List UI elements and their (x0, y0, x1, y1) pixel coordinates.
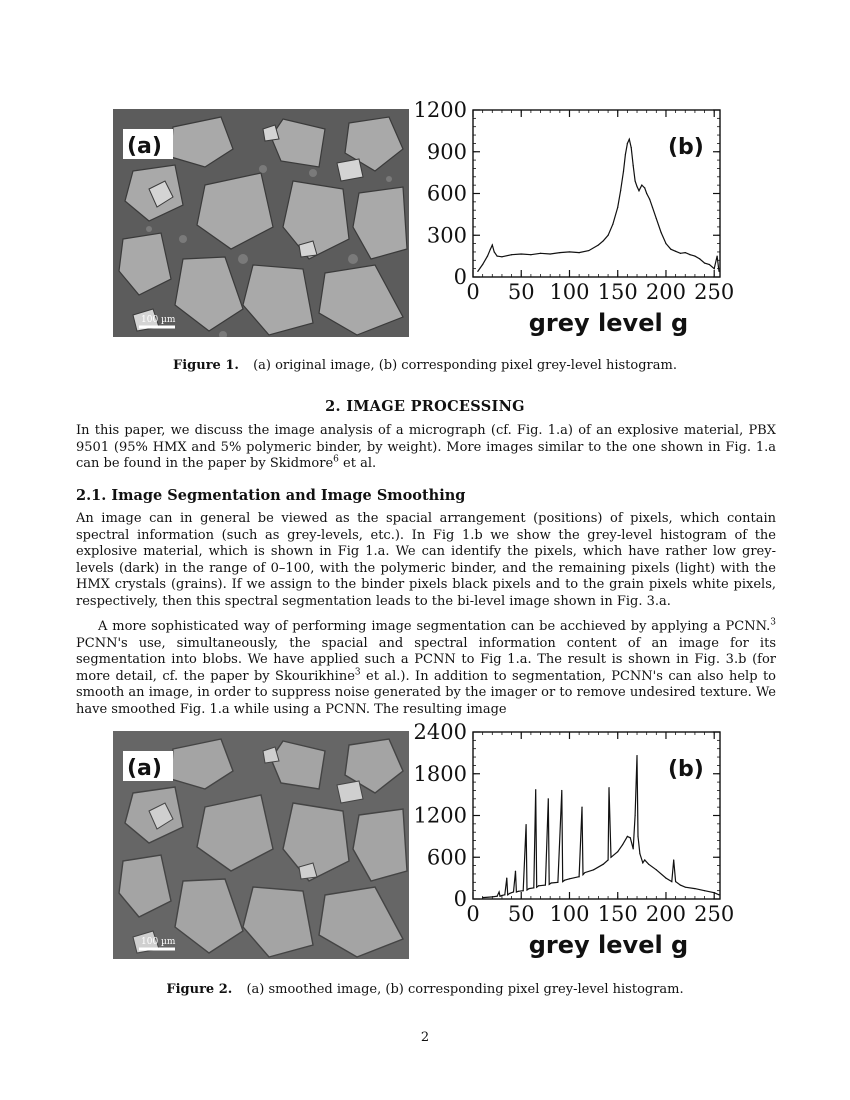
data-point (636, 755, 637, 756)
data-point (665, 878, 666, 879)
data-point (617, 207, 618, 208)
data-point (557, 882, 558, 883)
micrograph-smoothed-image (113, 731, 409, 959)
y-tick-label: 0 (453, 265, 467, 289)
data-point (593, 869, 594, 870)
data-point (536, 887, 537, 888)
data-point (607, 859, 608, 860)
scale-bar-label: 100 µm (141, 315, 176, 325)
y-tick-label: 600 (426, 181, 467, 206)
data-point (511, 254, 512, 255)
data-point (603, 240, 604, 241)
x-axis-label: grey level g (528, 931, 689, 959)
y-tick-label: 300 (426, 223, 467, 248)
scale-bar-label: 100 µm (141, 937, 176, 947)
panel-b-label: (b) (668, 135, 704, 160)
x-tick-label: 150 (597, 902, 638, 926)
data-point (685, 252, 686, 253)
y-tick-label: 900 (426, 139, 467, 164)
section-paragraph-1 (76, 423, 776, 473)
data-point (482, 264, 483, 265)
y-tick-label: 1200 (413, 100, 467, 122)
x-tick-label: 200 (645, 902, 687, 926)
data-point (492, 244, 493, 245)
x-tick-label: 250 (694, 280, 735, 304)
data-point (709, 264, 710, 265)
subsection-heading: 2.1. Image Segmentation and Image Smoothing (76, 487, 466, 504)
data-point (528, 888, 529, 889)
reference-6[interactable]: 6 (333, 454, 339, 465)
data-point (497, 896, 498, 897)
figure-2-caption-text: (a) smoothed image, (b) corresponding pixel grey-level histogram. (246, 982, 684, 997)
data-point (545, 884, 546, 885)
y-tick-label: 0 (453, 887, 467, 911)
page-number: 2 (420, 1030, 430, 1045)
data-point (629, 139, 630, 140)
data-point (670, 249, 671, 250)
data-point (675, 881, 676, 882)
panel-a-label: (a) (127, 134, 162, 159)
data-point (661, 232, 662, 233)
reference-3[interactable]: 3 (770, 617, 776, 628)
data-point (671, 881, 672, 882)
histogram-smoothed-chart (410, 722, 740, 977)
data-point (501, 895, 502, 896)
data-point (562, 881, 563, 882)
data-point (538, 885, 539, 886)
x-axis-label: grey level g (528, 309, 689, 337)
data-point (646, 193, 647, 194)
data-point (490, 249, 491, 250)
data-point (518, 891, 519, 892)
data-point (477, 271, 478, 272)
data-point (649, 198, 650, 199)
data-point (501, 256, 502, 257)
histogram-original-chart (410, 100, 740, 355)
data-point (718, 894, 719, 895)
data-point (506, 878, 507, 879)
data-point (523, 890, 524, 891)
data-point (689, 254, 690, 255)
data-point (564, 880, 565, 881)
data-point (704, 262, 705, 263)
data-point (603, 864, 604, 865)
micrograph-original (113, 109, 409, 337)
y-tick-label: 1200 (413, 803, 467, 828)
x-tick-label: 50 (507, 280, 535, 304)
y-tick-label: 1800 (413, 761, 467, 786)
data-point (714, 268, 715, 269)
data-point (494, 251, 495, 252)
data-point (509, 893, 510, 894)
subsection-paragraph-2-tail: et al.). In addition to segmentation, PCNN's can also help to smooth an image, in order to suppress noise generated by the imager or to remove undesired texture. We have smoothed Fig. 1.a while using a PCNN. The resulting image (76, 668, 777, 717)
data-point (499, 896, 500, 897)
data-point (569, 878, 570, 879)
data-point (639, 853, 640, 854)
micrograph-smoothed (113, 731, 409, 959)
section-paragraph-1-text: In this paper, we discuss the image analysis of a micrograph (cf. Fig. 1.a) of an explosive material, PBX 9501 (95% HMX and 5% polymeric binder, by weight). More images similar to the one shown in Fig. 1.a can be found in the paper by Skidmore (76, 423, 776, 472)
data-point (652, 207, 653, 208)
data-point (627, 143, 628, 144)
data-point (717, 256, 718, 257)
data-point (549, 884, 550, 885)
x-tick-label: 100 (549, 280, 590, 304)
data-point (633, 165, 634, 166)
data-point (694, 256, 695, 257)
data-point (513, 891, 514, 892)
data-point (694, 888, 695, 889)
data-point (636, 186, 637, 187)
panel-a-label: (a) (127, 756, 162, 781)
x-tick-label: 200 (645, 280, 687, 304)
data-point (637, 836, 638, 837)
data-point (656, 218, 657, 219)
figure-2-caption (0, 982, 850, 998)
data-point (498, 891, 499, 892)
x-tick-label: 50 (507, 902, 535, 926)
micrograph-original-image (113, 109, 409, 337)
data-point (521, 253, 522, 254)
data-point (507, 894, 508, 895)
data-point (704, 890, 705, 891)
figure-1-caption (0, 358, 850, 374)
subsection-paragraph-2-text: A more sophisticated way of performing image segmentation can be acchieved by applying a PCNN. (98, 619, 771, 634)
data-point (548, 798, 549, 799)
data-point (644, 187, 645, 188)
data-point (680, 884, 681, 885)
x-tick-label: 150 (597, 280, 638, 304)
data-point (656, 869, 657, 870)
data-point (617, 851, 618, 852)
data-point (718, 271, 719, 272)
data-point (559, 252, 560, 253)
data-point (638, 190, 639, 191)
data-point (482, 897, 483, 898)
data-point (492, 896, 493, 897)
data-point (581, 807, 582, 808)
data-point (551, 882, 552, 883)
figure-1-caption-label: Figure 1. (173, 358, 239, 373)
data-point (607, 235, 608, 236)
section-paragraph-1-tail: et al. (338, 456, 377, 472)
y-tick-label: 600 (426, 845, 467, 870)
data-point (633, 848, 634, 849)
data-point (598, 244, 599, 245)
data-point (561, 790, 562, 791)
figure-1-caption-text: (a) original image, (b) corresponding pixel grey-level histogram. (253, 358, 677, 373)
data-point (516, 891, 517, 892)
data-point (634, 180, 635, 181)
data-point (620, 190, 621, 191)
data-point (504, 894, 505, 895)
data-point (675, 251, 676, 252)
data-point (530, 254, 531, 255)
x-tick-label: 250 (694, 902, 735, 926)
data-point (588, 250, 589, 251)
data-point (608, 787, 609, 788)
data-point (612, 224, 613, 225)
data-point (699, 258, 700, 259)
data-point (648, 864, 649, 865)
data-point (533, 887, 534, 888)
data-point (685, 887, 686, 888)
data-point (610, 857, 611, 858)
data-point (525, 824, 526, 825)
x-tick-label: 0 (466, 902, 480, 926)
data-point (497, 256, 498, 257)
panel-b-label: (b) (668, 757, 704, 782)
data-point (582, 874, 583, 875)
subsection-paragraph-1: An image can in general be viewed as the spacial arrangement (positions) of pixels, which contain spectral information (such as grey-levels, etc.). In Fig 1.b we show the grey-level histogram of the explosive material, which is shown in Fig 1.a. We can identify the pixels, which have rather low grey-levels (dark) in the range of 0–100, with the polymeric binder, and the remaining pixels (light) with the HMX crystals (grains). If we assign to the binder pixels black pixels and to the grain pixels white pixels, respectively, then this spectral segmentation leads to the bi-level image shown in Fig. 3.a. (76, 511, 776, 609)
data-point (631, 147, 632, 148)
data-point (644, 859, 645, 860)
data-point (526, 889, 527, 890)
data-point (673, 859, 674, 860)
data-point (627, 836, 628, 837)
data-point (641, 185, 642, 186)
data-point (487, 256, 488, 257)
data-point (714, 892, 715, 893)
reference-3-second[interactable]: 3 (354, 667, 361, 678)
data-point (535, 789, 536, 790)
data-point (584, 872, 585, 873)
data-point (550, 253, 551, 254)
y-tick-label: 2400 (413, 722, 467, 744)
data-point (623, 171, 624, 172)
data-point (515, 871, 516, 872)
x-tick-label: 0 (466, 280, 480, 304)
section-heading: 2. IMAGE PROCESSING (325, 398, 525, 415)
data-point (642, 862, 643, 863)
data-point (665, 243, 666, 244)
subsection-paragraph-2-middle: PCNN's use, simultaneously, the spacial and spectral information content of an image for its segmentation into blobs. We have applied such a PCNN to Fig 1.a. The result is shown in Fig. 3.b (for more detail, cf. the paper by Skourikhine (76, 635, 776, 684)
data-point (625, 154, 626, 155)
data-point (579, 876, 580, 877)
data-point (622, 844, 623, 845)
data-point (540, 253, 541, 254)
x-tick-label: 100 (549, 902, 590, 926)
data-point (569, 251, 570, 252)
data-point (680, 253, 681, 254)
data-point (630, 837, 631, 838)
data-point (579, 252, 580, 253)
figure-2-caption-label: Figure 2. (166, 982, 233, 997)
subsection-paragraph-2 (76, 619, 776, 719)
data-point (634, 815, 635, 816)
